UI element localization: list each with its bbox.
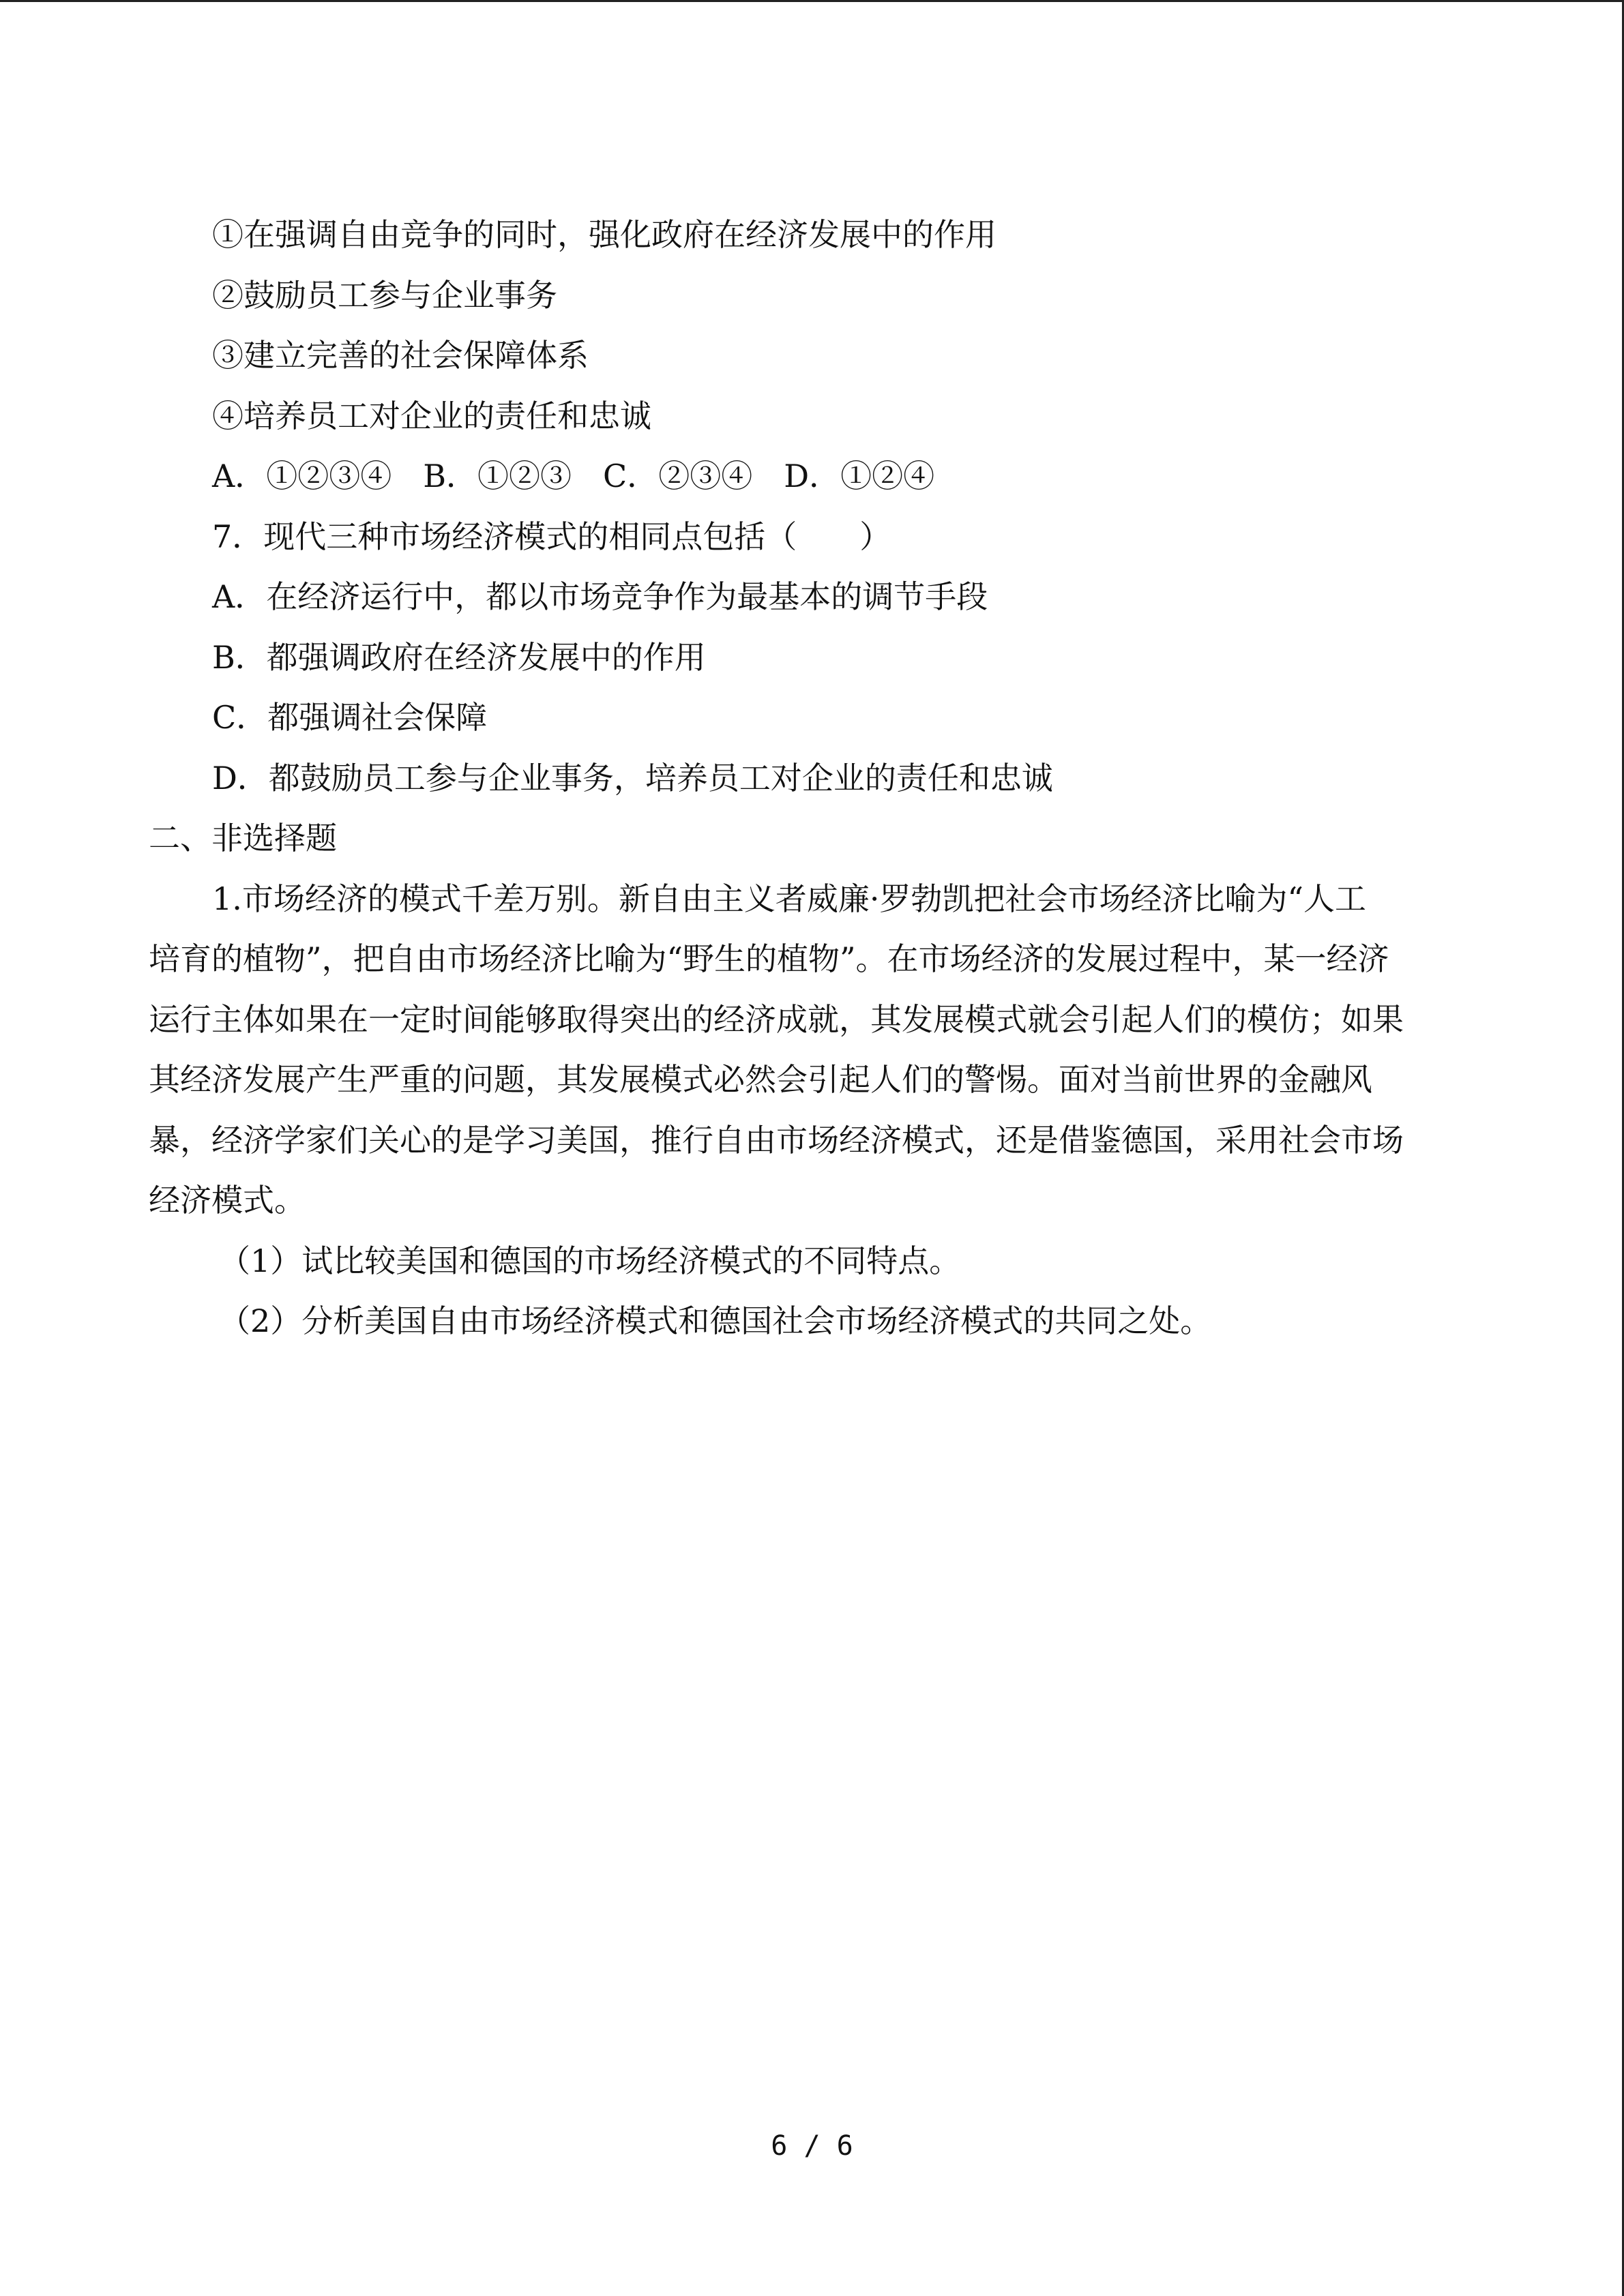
question-1-line-5: 暴，经济学家们关心的是学习美国，推行自由市场经济模式，还是借鉴德国，采用社会市场: [149, 1121, 1404, 1159]
answer-choices: A．①②③④ B．①②③ C．②③④ D．①②④: [212, 458, 935, 494]
section-heading: 二、非选择题: [149, 820, 337, 856]
question-7-choice-a: A．在经济运行中，都以市场竞争作为最基本的调节手段: [212, 578, 988, 615]
document-body: [149, 205, 1458, 1352]
sub-question-2: （2）分析美国自由市场经济模式和德国社会市场经济模式的共同之处。: [219, 1302, 1212, 1339]
page-number: 6 / 6: [771, 2130, 853, 2162]
question-1-line-1: 1.市场经济的模式千差万别。新自由主义者威廉·罗勃凯把社会市场经济比喻为“人工: [212, 880, 1367, 917]
question-1-line-3: 运行主体如果在一定时间能够取得突出的经济成就，其发展模式就会引起人们的模仿；如果: [149, 1000, 1404, 1038]
question-7-stem: 7．现代三种市场经济模式的相同点包括（ ）: [212, 518, 891, 555]
question-1-line-2: 培育的植物”，把自由市场经济比喻为“野生的植物”。在市场经济的发展过程中，某一经济: [149, 940, 1389, 977]
option-item-1: ①在强调自由竞争的同时，强化政府在经济发展中的作用: [212, 216, 996, 253]
sub-question-1: （1）试比较美国和德国的市场经济模式的不同特点。: [219, 1242, 961, 1279]
option-item-2: ②鼓励员工参与企业事务: [212, 276, 557, 314]
question-7-choice-b: B．都强调政府在经济发展中的作用: [212, 638, 706, 676]
question-1-line-6: 经济模式。: [149, 1182, 306, 1219]
question-1-line-4: 其经济发展产生严重的问题，其发展模式必然会引起人们的警惕。面对当前世界的金融风: [149, 1061, 1372, 1098]
option-item-4: ④培养员工对企业的责任和忠诚: [212, 397, 651, 434]
question-7-choice-d: D．都鼓励员工参与企业事务，培养员工对企业的责任和忠诚: [212, 759, 1053, 796]
option-item-3: ③建立完善的社会保障体系: [212, 337, 589, 374]
page-border-top: [0, 0, 1624, 2]
question-7-choice-c: C．都强调社会保障: [212, 699, 488, 736]
